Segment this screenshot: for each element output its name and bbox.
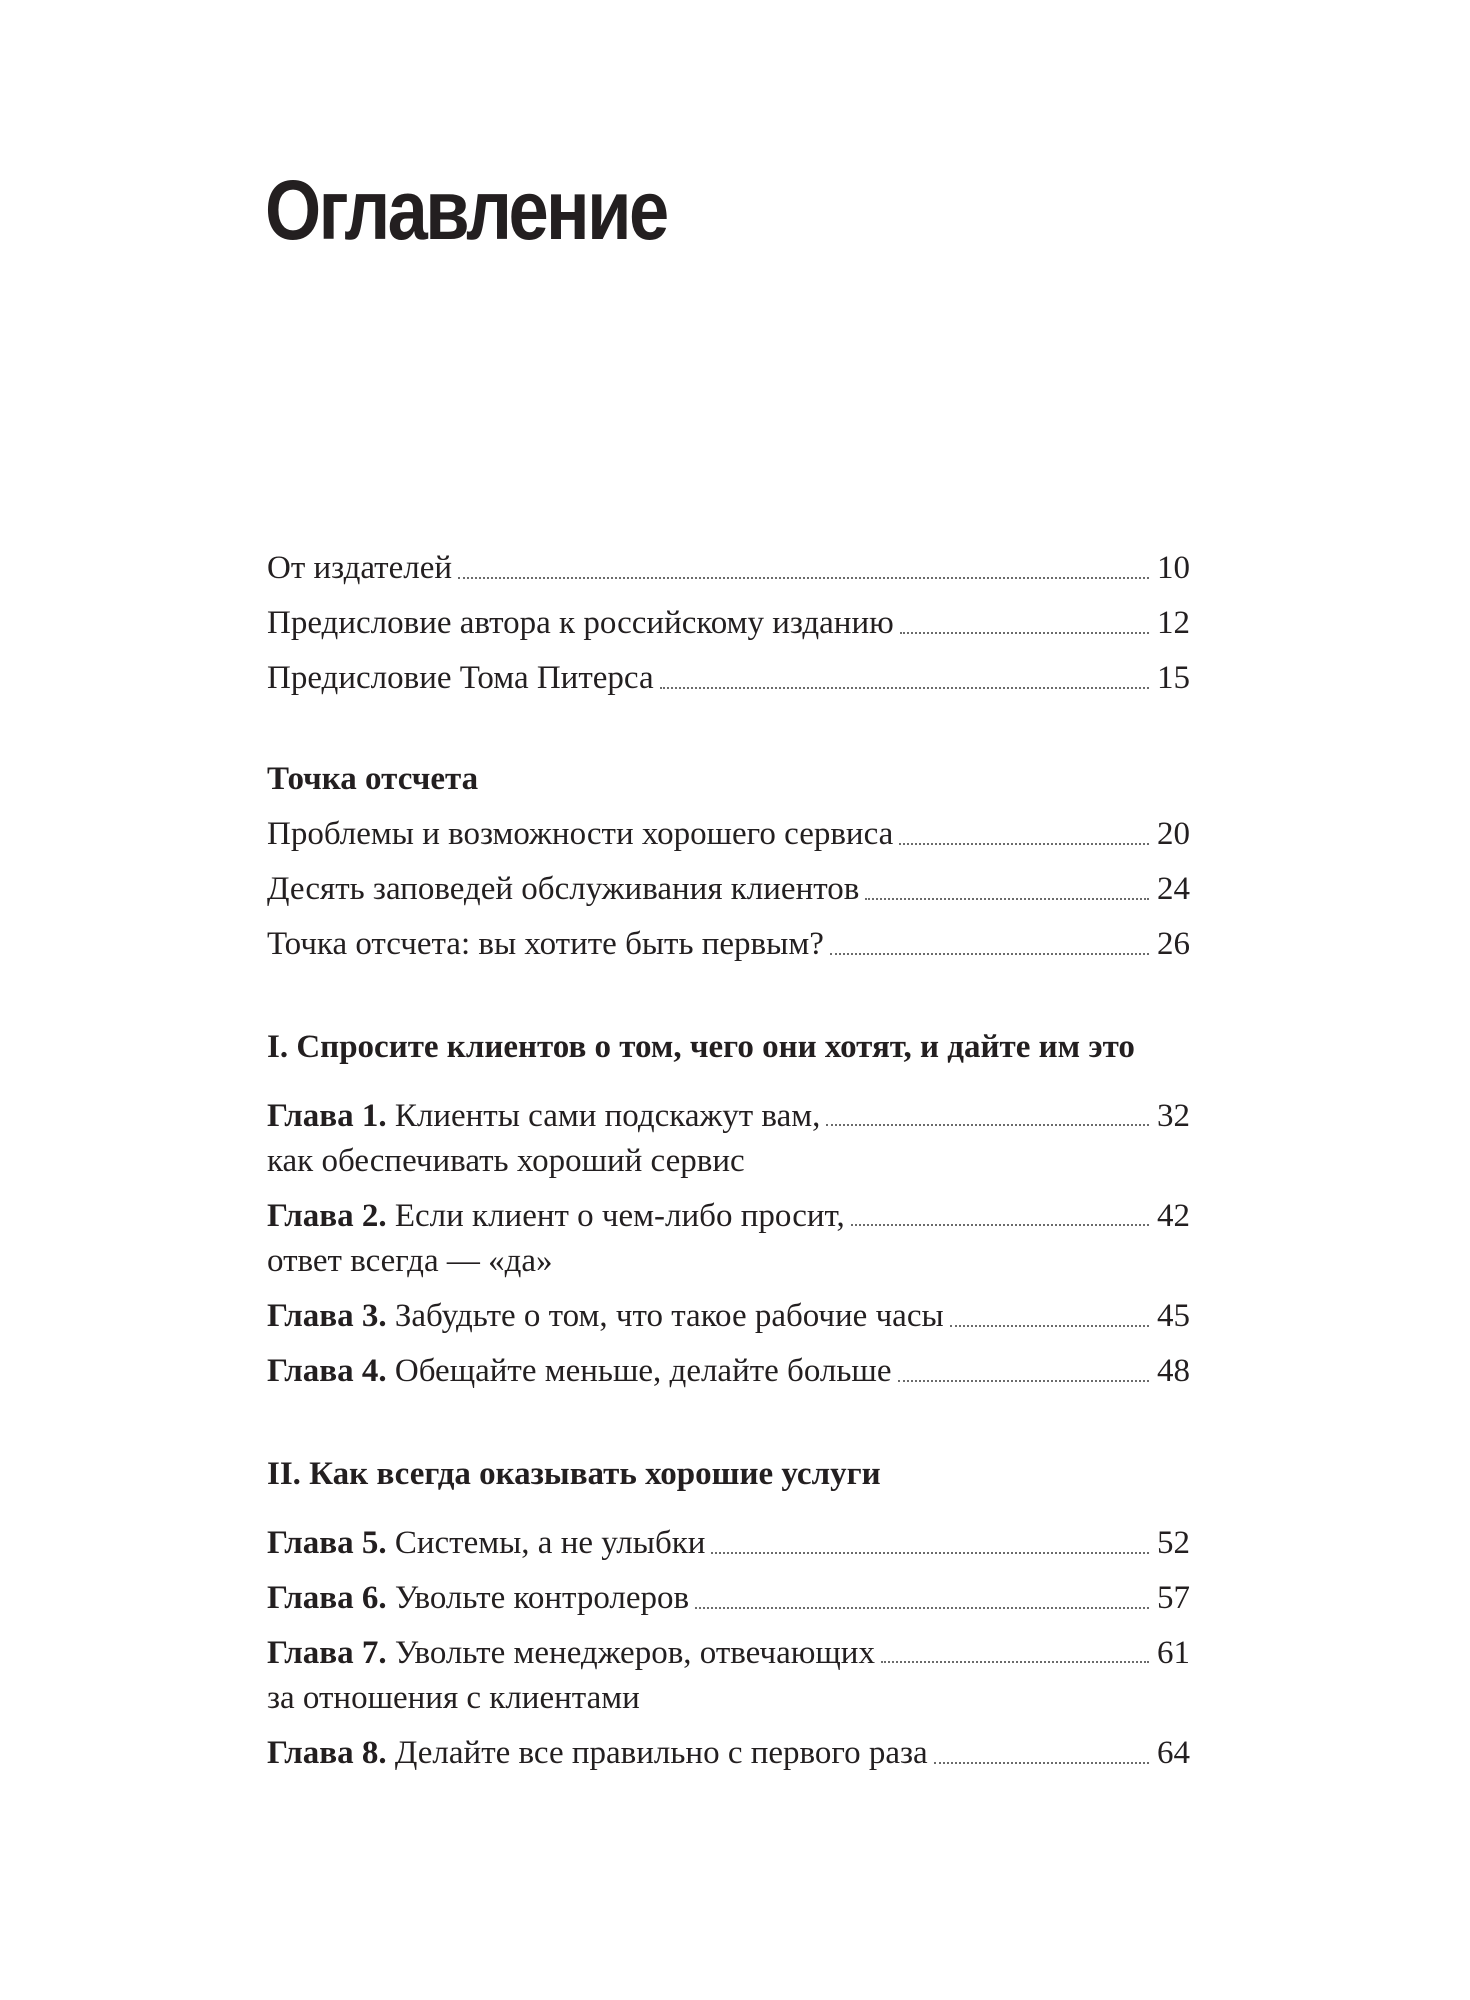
toc-entry-ten-commandments[interactable]: [267, 867, 1190, 912]
toc-entry-title: Предисловие Тома Питерса: [267, 660, 654, 696]
section-heading-part-2: II. Как всегда оказывать хорошие услуги: [267, 1456, 881, 1492]
toc-entry-problems[interactable]: [267, 812, 1190, 857]
chapter-label: Глава 2.: [267, 1198, 387, 1234]
chapter-label: Глава 8.: [267, 1735, 387, 1771]
toc-entry-title: Предисловие автора к российскому изданию: [267, 605, 894, 641]
toc-page-number: 61: [1157, 1635, 1190, 1671]
toc-entry-peters-preface[interactable]: [267, 656, 1190, 701]
toc-entry-title: [267, 1294, 944, 1339]
chapter-label: Глава 7.: [267, 1635, 387, 1671]
toc-entry-chapter-7[interactable]: [267, 1631, 1190, 1721]
chapter-title-line1: Увольте менеджеров, отвечающих: [394, 1635, 875, 1671]
toc-entry-title: [267, 1521, 705, 1566]
chapter-title-line2: за отношения с клиентами: [267, 1680, 640, 1716]
chapter-title: Делайте все правильно с первого раза: [394, 1735, 928, 1771]
dot-leader: [934, 1762, 1149, 1764]
dot-leader: [458, 577, 1149, 579]
toc-page-number: 64: [1157, 1735, 1190, 1771]
toc-entry-from-publishers[interactable]: [267, 546, 1190, 591]
toc-entry-chapter-2[interactable]: [267, 1194, 1190, 1284]
dot-leader: [695, 1607, 1149, 1609]
toc-entry-author-preface[interactable]: [267, 601, 1190, 646]
toc-page-number: 15: [1157, 660, 1190, 696]
dot-leader: [900, 632, 1149, 634]
dot-leader: [660, 687, 1149, 689]
table-of-contents: [267, 546, 1190, 1786]
toc-entry-chapter-6[interactable]: [267, 1576, 1190, 1621]
toc-entry-title: [267, 1194, 845, 1284]
section-heading-part-1: I. Спросите клиентов о том, чего они хотят, и дайте им это: [267, 1029, 1135, 1065]
chapter-label: Глава 6.: [267, 1580, 387, 1616]
toc-entry-title: Десять заповедей обслуживания клиентов: [267, 871, 860, 907]
toc-entry-title: Точка отсчета: вы хотите быть первым?: [267, 926, 824, 962]
toc-entry-chapter-3[interactable]: [267, 1294, 1190, 1339]
toc-entry-chapter-1[interactable]: [267, 1094, 1190, 1184]
toc-entry-title: [267, 1094, 820, 1184]
toc-page-number: 57: [1157, 1580, 1190, 1616]
chapter-title-line1: Клиенты сами подскажут вам,: [394, 1098, 821, 1134]
chapter-title-line2: ответ всегда — «да»: [267, 1243, 553, 1279]
chapter-title: Увольте контролеров: [394, 1580, 690, 1616]
dot-leader: [950, 1325, 1149, 1327]
toc-page-number: 52: [1157, 1525, 1190, 1561]
toc-entry-starting-point[interactable]: [267, 922, 1190, 967]
toc-page-number: 32: [1157, 1098, 1190, 1134]
toc-page-number: 10: [1157, 550, 1190, 586]
toc-entry-chapter-5[interactable]: [267, 1521, 1190, 1566]
toc-page-number: 12: [1157, 605, 1190, 641]
dot-leader: [851, 1224, 1149, 1226]
chapter-title: Обещайте меньше, делайте больше: [394, 1353, 892, 1389]
chapter-title-line1: Если клиент о чем-либо просит,: [394, 1198, 845, 1234]
toc-entry-title: Проблемы и возможности хорошего сервиса: [267, 816, 894, 852]
chapter-title: Системы, а не улыбки: [394, 1525, 706, 1561]
toc-page-number: 48: [1157, 1353, 1190, 1389]
toc-entry-title: От издателей: [267, 550, 453, 586]
toc-page-number: 24: [1157, 871, 1190, 907]
dot-leader: [898, 1380, 1150, 1382]
dot-leader: [865, 898, 1149, 900]
chapter-title-line2: как обеспечивать хороший сервис: [267, 1143, 745, 1179]
toc-entry-title: [267, 1576, 689, 1621]
toc-entry-chapter-8[interactable]: [267, 1731, 1190, 1776]
page-title: Оглавление: [265, 163, 667, 257]
toc-entry-title: [267, 1731, 928, 1776]
toc-page-number: 45: [1157, 1298, 1190, 1334]
dot-leader: [830, 953, 1149, 955]
toc-entry-title: [267, 1349, 892, 1394]
toc-entry-chapter-4[interactable]: [267, 1349, 1190, 1394]
chapter-title: Забудьте о том, что такое рабочие часы: [394, 1298, 944, 1334]
toc-page-number: 42: [1157, 1198, 1190, 1234]
toc-page-number: 20: [1157, 816, 1190, 852]
chapter-label: Глава 3.: [267, 1298, 387, 1334]
dot-leader: [881, 1661, 1149, 1663]
chapter-label: Глава 4.: [267, 1353, 387, 1389]
toc-entry-title: [267, 1631, 875, 1721]
section-heading-intro: Точка отсчета: [267, 761, 479, 797]
dot-leader: [826, 1124, 1149, 1126]
chapter-label: Глава 5.: [267, 1525, 387, 1561]
dot-leader: [899, 843, 1149, 845]
chapter-label: Глава 1.: [267, 1098, 387, 1134]
toc-page-number: 26: [1157, 926, 1190, 962]
dot-leader: [711, 1552, 1149, 1554]
